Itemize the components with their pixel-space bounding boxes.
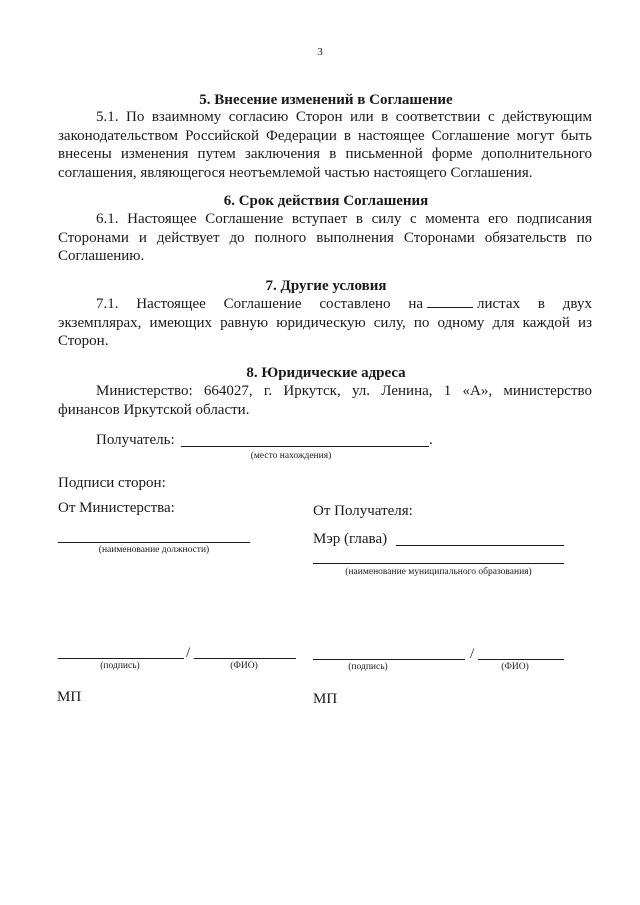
section-5-text: 5.1. По взаимному согласию Сторон или в соответствии с действующим законодательством Российской Федерации в настоящее Соглашение могут быть внесены изменения путем заключения в письменной форме дополнительного соглашения, являющегося неотъемлемой частью настоящего Соглашения. [58,109,592,181]
recipient-location-line [181,446,429,447]
ministry-label: От Министерства: [58,500,175,516]
section-7-text-part1: 7.1. Настоящее Соглашение составлено на [96,296,424,312]
section-8-text: Министерство: 664027, г. Иркутск, ул. Ленина, 1 «А», министерство финансов Иркутской области. [58,383,592,418]
section-7-text-part2: листах в двух экземплярах, имеющих равную юридическую силу, по одному для каждой из Сторон. [58,296,592,349]
recipient-sign-caption: (подпись) [348,662,388,672]
recipient-slash: / [470,646,475,662]
municipality-line [313,563,564,564]
section-6-text: 6.1. Настоящее Соглашение вступает в силу с момента его подписания Сторонами и действует до полного выполнения Сторонами обязательств по Соглашению. [58,211,592,264]
section-8-heading: 8. Юридические адреса [246,365,406,381]
recipient-label: Получатель: [96,432,175,448]
municipality-caption: (наименование муниципального образования) [345,567,532,577]
ministry-stamp-mark: МП [57,689,82,705]
recipient-fio-line [478,659,564,660]
section-7-heading: 7. Другие условия [265,278,387,294]
ministry-slash: / [186,645,191,661]
section-6-heading: 6. Срок действия Соглашения [223,193,429,209]
recipient-period: . [429,432,433,448]
ministry-fio-caption: (ФИО) [230,661,258,671]
mayor-label: Мэр (глава) [313,531,388,547]
section-5-heading: 5. Внесение изменений в Соглашение [199,92,453,108]
section-7-text [58,295,592,351]
page-number: 3 [317,46,323,58]
ministry-sign-caption: (подпись) [100,661,140,671]
ministry-signature-line [58,658,184,659]
recipient-fio-caption: (ФИО) [501,662,529,672]
recipient-stamp-mark: МП [313,691,338,707]
recipient-signature-line [313,659,465,660]
sheets-count-blank [427,295,473,308]
location-caption: (место нахождения) [250,451,332,461]
mayor-name-line [396,545,564,546]
position-caption: (наименование должности) [98,545,210,555]
recipient-side-label: От Получателя: [313,503,413,519]
ministry-fio-line [194,658,296,659]
signatures-title: Подписи сторон: [58,475,166,491]
ministry-position-line [58,542,250,543]
